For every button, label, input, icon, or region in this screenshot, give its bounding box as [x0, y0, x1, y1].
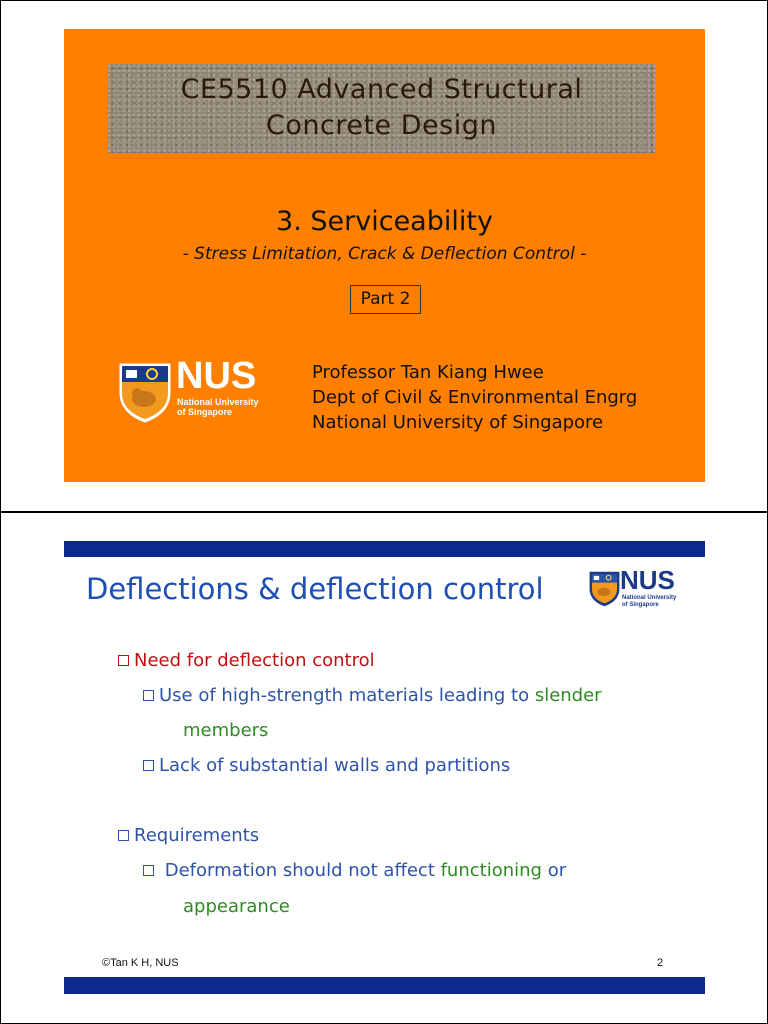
- bullet-text-suffix: or: [541, 860, 567, 881]
- nus-crest-icon: [589, 570, 620, 608]
- copyright-footer: ©Tan K H, NUS: [102, 957, 179, 969]
- nus-logo-subtitle-2: of Singapore: [177, 407, 233, 417]
- presenter-university: National University of Singapore: [312, 412, 604, 433]
- nus-logo-small-subtitle-1: National University: [622, 595, 677, 601]
- checkbox-bullet-icon: [143, 760, 154, 771]
- bullet-text: Need for deflection control: [134, 650, 375, 671]
- bullet-high-strength-materials: [143, 685, 602, 706]
- bullet-need-for-deflection-control: [118, 650, 375, 671]
- presenter-department: Dept of Civil & Environmental Engrg: [312, 387, 638, 408]
- nus-wordmark: NUS: [176, 355, 257, 397]
- nus-crest-icon: [119, 363, 171, 423]
- bullet-deformation: [143, 860, 566, 881]
- bullet-text: Lack of substantial walls and partitions: [159, 755, 511, 776]
- presenter-name: Professor Tan Kiang Hwee: [312, 362, 544, 383]
- checkbox-bullet-icon: [118, 830, 129, 841]
- slide-title: Deflections & deflection control: [86, 572, 544, 606]
- bullet-text: Deformation should not affect: [159, 860, 441, 881]
- highlight-functioning: functioning: [440, 860, 542, 881]
- bullet-requirements: [118, 825, 259, 846]
- checkbox-bullet-icon: [118, 655, 129, 666]
- footer-bar: [64, 977, 705, 994]
- topic-subtitle: - Stress Limitation, Crack & Deflection Control -: [182, 244, 587, 264]
- nus-logo-subtitle-1: National University: [177, 397, 259, 407]
- checkbox-bullet-icon: [143, 690, 154, 701]
- bullet-continuation-members: members: [183, 720, 269, 741]
- presenter-info: [312, 360, 637, 435]
- bullet-text: Requirements: [134, 825, 260, 846]
- bullet-lack-of-walls: [143, 755, 510, 776]
- bullet-continuation-appearance: appearance: [183, 896, 290, 917]
- bullet-text: Use of high-strength materials leading to: [159, 685, 535, 706]
- highlight-slender: slender: [534, 685, 602, 706]
- nus-logo-small-subtitle-2: of Singapore: [622, 602, 659, 608]
- header-bar: [64, 541, 705, 557]
- nus-wordmark-small: NUS: [620, 565, 675, 595]
- page-number: 2: [657, 957, 664, 969]
- part-label: Part 2: [350, 285, 421, 314]
- topic-title: 3. Serviceability: [276, 206, 493, 237]
- checkbox-bullet-icon: [143, 865, 154, 876]
- course-title: CE5510 Advanced Structural Concrete Design: [180, 74, 583, 141]
